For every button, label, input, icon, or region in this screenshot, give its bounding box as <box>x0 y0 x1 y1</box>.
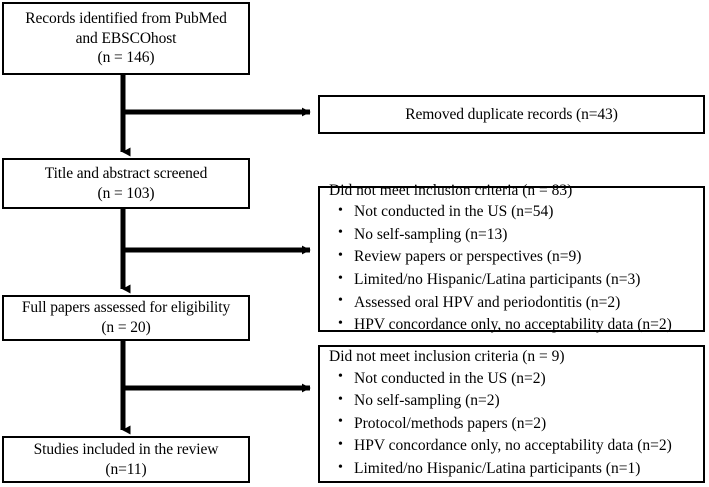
box-excluded-screening <box>318 182 705 334</box>
box-studies-included <box>2 436 250 483</box>
list-item: • HPV concordance only, no acceptability data (n=2) <box>354 314 672 337</box>
box-title-abstract-screened <box>2 158 250 209</box>
list-item: • Not conducted in the US (n=2) <box>354 368 672 391</box>
records-identified-line1: Records identified from PubMed <box>25 9 227 27</box>
eligibility-label: Full papers assessed for eligibility <box>21 299 231 317</box>
included-label: Studies included in the review <box>33 440 219 458</box>
excluded-eligibility-list <box>320 368 672 481</box>
list-item: • Limited/no Hispanic/Latina participants (n=1) <box>354 458 672 481</box>
box-records-identified <box>2 2 250 75</box>
box-full-papers-eligibility <box>2 295 250 341</box>
excluded-screening-list <box>320 201 672 337</box>
eligibility-count: (n = 20) <box>101 319 151 336</box>
list-item: • Not conducted in the US (n=54) <box>354 201 672 224</box>
list-item: • HPV concordance only, no acceptability data (n=2) <box>354 435 672 458</box>
excluded-eligibility-heading: Did not meet inclusion criteria (n = 9) <box>329 348 565 366</box>
list-item: • Review papers or perspectives (n=9) <box>354 246 672 269</box>
included-count: (n=11) <box>105 460 147 478</box>
list-item: • Assessed oral HPV and periodontitis (n=2) <box>354 292 672 315</box>
list-item: • Limited/no Hispanic/Latina participants (n=3) <box>354 269 672 292</box>
records-identified-line2: and EBSCOhost <box>75 29 177 47</box>
box-removed-duplicates <box>318 95 705 134</box>
box-excluded-eligibility <box>318 345 705 483</box>
screened-count: (n = 103) <box>97 184 155 202</box>
list-item: • No self-sampling (n=2) <box>354 390 672 413</box>
screened-label: Title and abstract screened <box>44 164 208 182</box>
list-item: • Protocol/methods papers (n=2) <box>354 413 672 436</box>
excluded-screening-heading: Did not meet inclusion criteria (n = 83) <box>329 182 573 200</box>
removed-duplicates-label: Removed duplicate records (n=43) <box>405 105 618 123</box>
records-identified-count: (n = 146) <box>97 49 155 67</box>
list-item: • No self-sampling (n=13) <box>354 224 672 247</box>
